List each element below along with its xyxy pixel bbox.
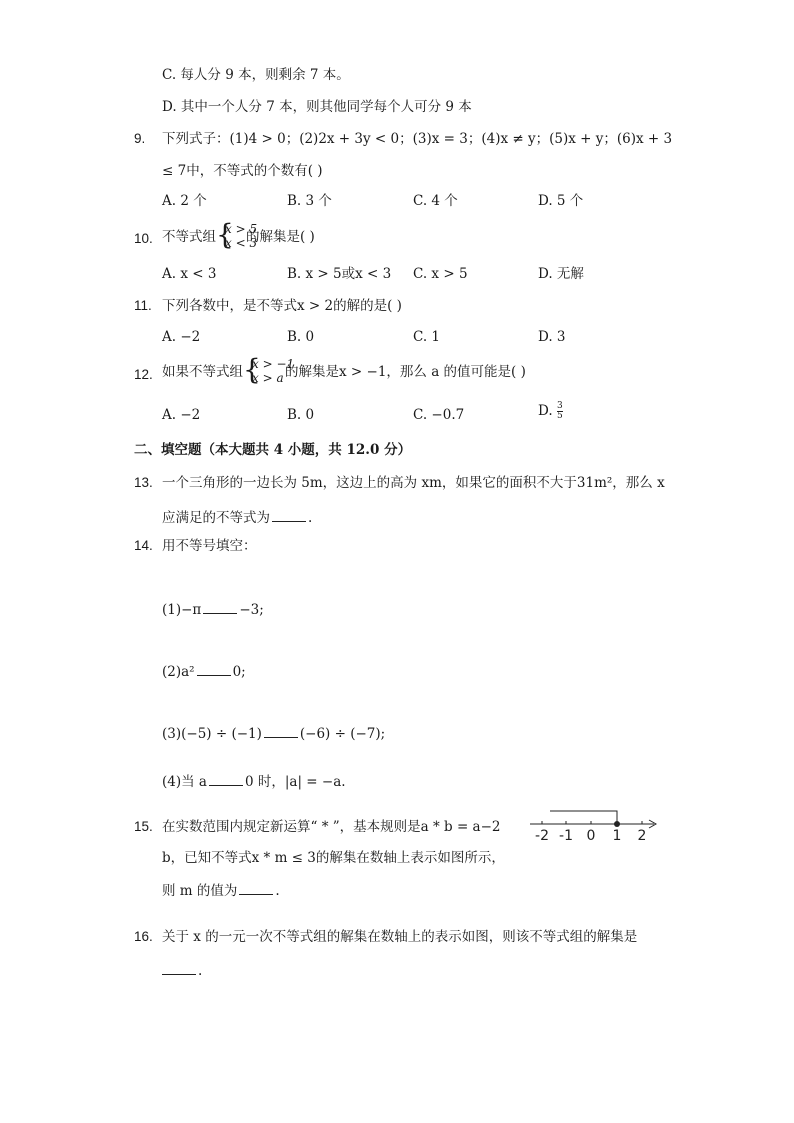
q14-part4: [162, 771, 346, 791]
q12-system: { x > −1 x > a: [243, 352, 295, 386]
q12-system-row2: x > a: [252, 370, 284, 385]
q14-part2-right: 0;: [232, 664, 246, 680]
axis-label: -2: [535, 828, 549, 844]
q10-system-row2: x < 3: [225, 235, 258, 250]
q10-system-row1: x > 5: [225, 221, 258, 236]
q12-number: 12.: [134, 367, 153, 382]
q10-system: { x > 5 x < 3: [216, 217, 258, 251]
q11-option-d: D. 3: [538, 329, 566, 345]
q14-part1-blank[interactable]: [203, 599, 237, 614]
q9-option-c: C. 4 个: [413, 193, 458, 209]
q15-stem-line3-text: 则 m 的值为: [162, 883, 238, 899]
q15-stem-line2: b，已知不等式x * m ≤ 3的解集在数轴上表示如图所示，: [162, 850, 505, 866]
q11-number: 11.: [134, 298, 152, 313]
q13-stem-line2-text: 应满足的不等式为: [162, 510, 270, 526]
q11-option-a: A. −2: [162, 329, 201, 345]
q9-option-a: A. 2 个: [162, 193, 207, 209]
q14-part1-right: −3;: [239, 602, 264, 618]
q14-part2-blank[interactable]: [197, 661, 231, 676]
q16-number: 16.: [134, 929, 153, 944]
q11-stem: 下列各数中，是不等式x > 2的解的是( ): [162, 298, 402, 314]
q9-option-b: B. 3 个: [287, 193, 332, 209]
q10-option-a: A. x < 3: [162, 266, 217, 282]
q14-part3: [162, 723, 385, 743]
q13-stem-line2-end: .: [308, 510, 313, 526]
q8-option-d: D. 其中一个人分 7 本，则其他同学每个人可分 9 本: [162, 99, 472, 115]
q14-part4-left: (4)当 a: [162, 774, 207, 790]
axis-label: -1: [559, 828, 573, 844]
q13-stem-line2: [162, 507, 312, 527]
q14-part3-blank[interactable]: [264, 723, 298, 738]
q14-part3-right: (−6) ÷ (−7);: [299, 726, 386, 742]
q10-stem-post: 的解集是( ): [246, 229, 315, 245]
q15-answer-blank[interactable]: [239, 880, 273, 895]
fraction-denominator: 5: [556, 411, 563, 421]
axis-label: 2: [637, 828, 647, 844]
q14-part1: [162, 599, 264, 619]
q15-stem-line3: [162, 880, 280, 900]
q10-stem: [162, 217, 315, 253]
q14-part4-blank[interactable]: [209, 771, 243, 786]
q12-option-d: [538, 402, 563, 421]
q13-number: 13.: [134, 475, 153, 490]
q9-stem-line2: ≤ 7中，不等式的个数有( ): [162, 163, 323, 179]
q12-option-a: A. −2: [162, 407, 201, 423]
q9-number: 9.: [134, 131, 146, 146]
q16-stem-line2: [162, 960, 202, 980]
q16-stem-line2-end: .: [198, 963, 203, 979]
section-fill-in-title: 二、填空题（本大题共 4 小题，共 12.0 分）: [134, 442, 412, 458]
q14-part2: [162, 661, 246, 681]
axis-label: 1: [612, 828, 622, 844]
q12-option-d-label: D.: [538, 403, 553, 419]
q13-answer-blank[interactable]: [272, 507, 306, 522]
q12-system-row1: x > −1: [252, 356, 295, 371]
q15-stem-line3-end: .: [275, 883, 280, 899]
q14-part1-left: (1)−π: [162, 602, 202, 618]
solution-endpoint-solid-dot: [614, 821, 620, 827]
q10-option-b: B. x > 5或x < 3: [287, 266, 392, 282]
q10-number: 10.: [134, 231, 153, 246]
q10-option-c: C. x > 5: [413, 266, 468, 282]
q12-option-b: B. 0: [287, 407, 315, 423]
q10-option-d: D. 无解: [538, 266, 584, 282]
q16-stem-line1: 关于 x 的一元一次不等式组的解集在数轴上的表示如图，则该不等式组的解集是: [162, 929, 638, 945]
q12-option-d-fraction: [557, 402, 563, 421]
q14-part4-right: 0 时，|a| = −a.: [244, 774, 346, 790]
q14-stem: 用不等号填空：: [162, 538, 257, 554]
q15-number: 15.: [134, 819, 153, 834]
q8-option-c: C. 每人分 9 本，则剩余 7 本。: [162, 67, 350, 83]
q13-stem-line1: 一个三角形的一边长为 5m，这边上的高为 xm，如果它的面积不大于31m²，那么 x: [162, 475, 665, 491]
q14-part2-left: (2)a²: [162, 664, 195, 680]
q14-part3-left: (3)(−5) ÷ (−1): [162, 726, 262, 742]
solution-ray: [550, 811, 617, 824]
q12-option-c: C. −0.7: [413, 407, 465, 423]
q16-answer-blank[interactable]: [162, 960, 196, 975]
q15-number-line-figure: [528, 802, 662, 844]
q12-stem-pre: 如果不等式组: [162, 364, 243, 380]
q12-stem: [162, 352, 526, 388]
fraction-numerator: 3: [556, 401, 563, 411]
q10-stem-pre: 不等式组: [162, 229, 216, 245]
axis-label: 0: [586, 828, 596, 844]
q12-stem-post: 的解集是x > −1，那么 a 的值可能是( ): [285, 364, 526, 380]
q14-number: 14.: [134, 538, 153, 553]
q11-option-c: C. 1: [413, 329, 441, 345]
q11-option-b: B. 0: [287, 329, 315, 345]
q9-option-d: D. 5 个: [538, 193, 584, 209]
q9-stem-line1: 下列式子：(1)4 > 0；(2)2x + 3y < 0；(3)x = 3；(4)x ≠ y；(5)x + y；(6)x + 3: [162, 131, 673, 147]
q15-stem-line1: 在实数范围内规定新运算“ * ”，基本规则是a * b = a−2: [162, 819, 501, 835]
